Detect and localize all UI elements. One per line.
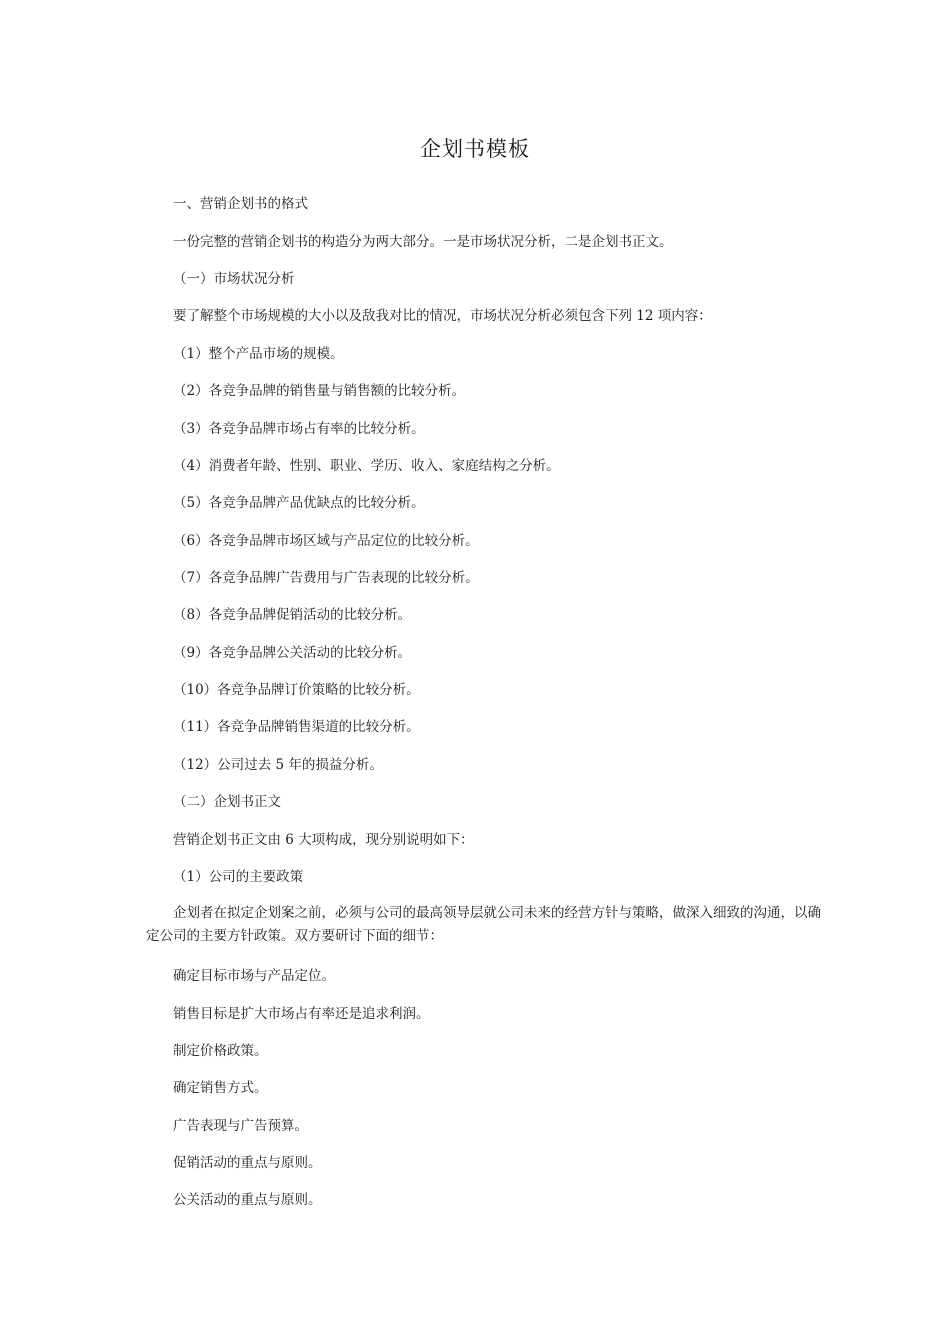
list-item: （7）各竞争品牌广告费用与广告表现的比较分析。 — [173, 570, 479, 586]
list-item: （1）公司的主要政策 — [173, 869, 304, 885]
body-line: 营销企划书正文由 6 大项构成，现分别说明如下： — [173, 832, 474, 848]
list-item: 销售目标是扩大市场占有率还是追求利润。 — [173, 1006, 430, 1022]
body-line: 一份完整的营销企划书的构造分为两大部分。一是市场状况分析，二是企划书正文。 — [173, 234, 673, 250]
document-title: 企划书模板 — [420, 137, 530, 161]
list-item: （10）各竞争品牌订价策略的比较分析。 — [173, 682, 420, 698]
list-item: 公关活动的重点与原则。 — [173, 1192, 322, 1208]
list-item: （6）各竞争品牌市场区域与产品定位的比较分析。 — [173, 533, 479, 549]
body-paragraph: 企划者在拟定企划案之前，必须与公司的最高领导层就公司未来的经营方针与策略，做深入细致的沟通，以确定公司的主要方针政策。双方要研讨下面的细节： — [146, 905, 821, 944]
list-item: （1）整个产品市场的规模。 — [173, 346, 344, 362]
list-item: 确定目标市场与产品定位。 — [173, 968, 335, 984]
list-item: （9）各竞争品牌公关活动的比较分析。 — [173, 645, 412, 661]
list-item: （2）各竞争品牌的销售量与销售额的比较分析。 — [173, 383, 466, 399]
list-item: 制定价格政策。 — [173, 1043, 268, 1059]
list-item: （11）各竞争品牌销售渠道的比较分析。 — [173, 719, 420, 735]
list-item: 促销活动的重点与原则。 — [173, 1155, 322, 1171]
list-item: （4）消费者年龄、性别、职业、学历、收入、家庭结构之分析。 — [173, 458, 560, 474]
list-item: 确定销售方式。 — [173, 1080, 268, 1096]
list-item: 广告表现与广告预算。 — [173, 1118, 308, 1134]
list-item: （5）各竞争品牌产品优缺点的比较分析。 — [173, 495, 425, 511]
body-line: 要了解整个市场规模的大小以及敌我对比的情况，市场状况分析必须包含下列 12 项内容： — [173, 308, 712, 324]
list-item: （3）各竞争品牌市场占有率的比较分析。 — [173, 421, 425, 437]
list-item: （8）各竞争品牌促销活动的比较分析。 — [173, 607, 412, 623]
subsection-heading: （一）市场状况分析 — [173, 271, 295, 287]
subsection-heading: （二）企划书正文 — [173, 794, 281, 810]
list-item: （12）公司过去 5 年的损益分析。 — [173, 757, 383, 773]
section-heading: 一、营销企划书的格式 — [173, 196, 308, 212]
